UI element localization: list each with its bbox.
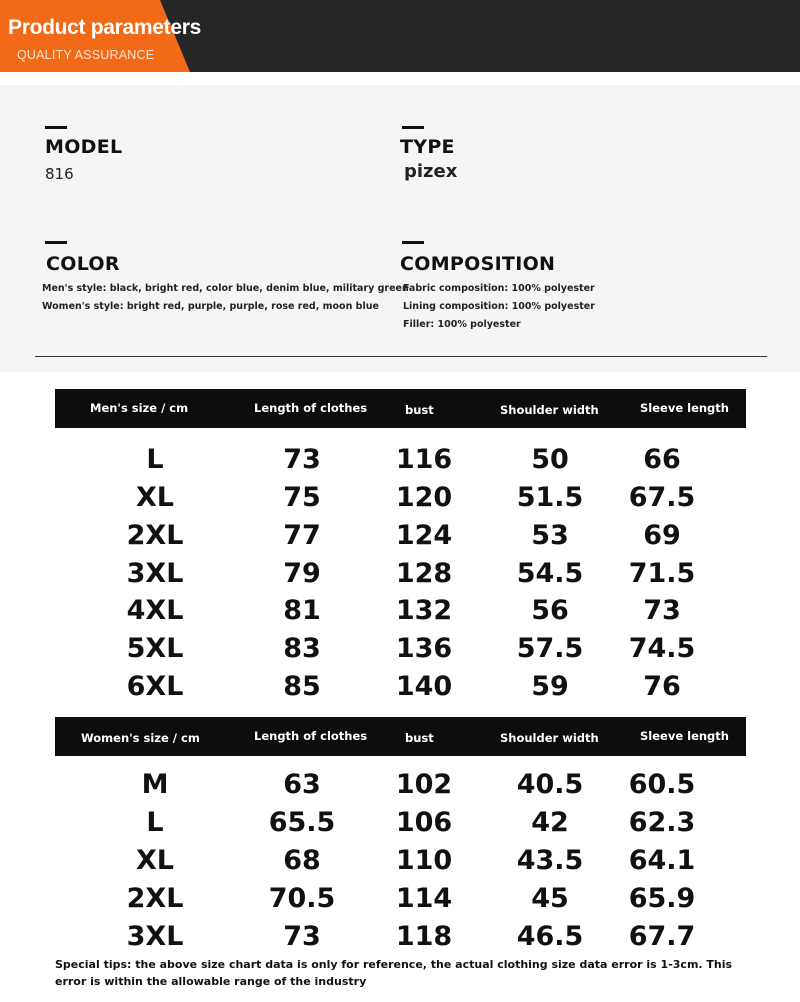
color-mens-line: Men's style: black, bright red, color blue, denim blue, military green	[42, 283, 409, 294]
mens-header-bust: bust	[405, 403, 434, 417]
color-womens-line: Women's style: bright red, purple, purple, rose red, moon blue	[42, 301, 379, 312]
sleeve-cell: 73	[643, 595, 681, 626]
mens-table-row	[0, 517, 800, 555]
sleeve-cell: 65.9	[628, 883, 696, 914]
sleeve-cell: 60.5	[628, 769, 696, 800]
page-subtitle: QUALITY ASSURANCE	[17, 48, 155, 62]
womens-table-row	[0, 804, 800, 842]
length-cell: 85	[283, 671, 321, 702]
bust-cell: 120	[395, 482, 453, 513]
product-info-panel	[0, 85, 800, 372]
bust-cell: 132	[395, 595, 453, 626]
sleeve-cell: 67.5	[628, 482, 696, 513]
womens-header-bust: bust	[405, 731, 434, 745]
size-cell: 6XL	[126, 671, 184, 702]
womens-table-row	[0, 880, 800, 918]
size-cell: 4XL	[126, 595, 184, 626]
size-cell: M	[141, 769, 169, 800]
composition-dash	[402, 241, 424, 244]
mens-table-header	[55, 389, 746, 428]
bust-cell: 106	[395, 807, 453, 838]
bust-cell: 118	[395, 921, 453, 952]
size-cell: 3XL	[126, 921, 184, 952]
mens-table-row	[0, 668, 800, 706]
type-label: TYPE	[400, 136, 455, 158]
sleeve-cell: 67.7	[628, 921, 696, 952]
size-cell: 3XL	[126, 558, 184, 589]
womens-table-header	[55, 717, 746, 756]
bust-cell: 136	[395, 633, 453, 664]
composition-fabric-line: Fabric composition: 100% polyester	[403, 283, 595, 294]
shoulder-cell: 59	[531, 671, 569, 702]
shoulder-cell: 54.5	[516, 558, 584, 589]
size-cell: 5XL	[126, 633, 184, 664]
womens-header-shoulder: Shoulder width	[500, 731, 599, 745]
shoulder-cell: 42	[531, 807, 569, 838]
header-banner	[0, 0, 800, 72]
model-value: 816	[45, 165, 74, 183]
bust-cell: 114	[395, 883, 453, 914]
mens-header-size: Men's size / cm	[90, 401, 189, 415]
womens-table-row	[0, 918, 800, 956]
shoulder-cell: 51.5	[516, 482, 584, 513]
mens-header-length: Length of clothes	[254, 401, 368, 415]
shoulder-cell: 43.5	[516, 845, 584, 876]
womens-header-size: Women's size / cm	[81, 731, 200, 745]
type-dash	[402, 126, 424, 129]
womens-table-row	[0, 766, 800, 804]
length-cell: 77	[283, 520, 321, 551]
model-dash	[45, 126, 67, 129]
length-cell: 63	[283, 769, 321, 800]
sleeve-cell: 64.1	[628, 845, 696, 876]
color-dash	[45, 241, 67, 244]
length-cell: 79	[283, 558, 321, 589]
composition-lining-line: Lining composition: 100% polyester	[403, 301, 595, 312]
sleeve-cell: 71.5	[628, 558, 696, 589]
length-cell: 81	[283, 595, 321, 626]
mens-table-row	[0, 441, 800, 479]
length-cell: 65.5	[268, 807, 336, 838]
womens-table-row	[0, 842, 800, 880]
mens-header-shoulder: Shoulder width	[500, 403, 599, 417]
shoulder-cell: 56	[531, 595, 569, 626]
shoulder-cell: 45	[531, 883, 569, 914]
size-cell: 2XL	[126, 520, 184, 551]
type-value: pizex	[404, 161, 458, 182]
composition-label: COMPOSITION	[400, 253, 556, 275]
mens-table-row	[0, 630, 800, 668]
bust-cell: 128	[395, 558, 453, 589]
page-title: Product parameters	[8, 16, 202, 39]
shoulder-cell: 53	[531, 520, 569, 551]
shoulder-cell: 40.5	[516, 769, 584, 800]
bust-cell: 140	[395, 671, 453, 702]
length-cell: 68	[283, 845, 321, 876]
color-label: COLOR	[46, 253, 120, 275]
special-tips: Special tips: the above size chart data is only for reference, the actual clothing size data error is 1-3cm. This error is within the allowable range of the industry	[55, 958, 733, 988]
size-cell: XL	[135, 482, 175, 513]
size-cell: L	[146, 807, 164, 838]
mens-header-sleeve: Sleeve length	[640, 401, 729, 415]
womens-header-sleeve: Sleeve length	[640, 729, 729, 743]
shoulder-cell: 57.5	[516, 633, 584, 664]
mens-table-row	[0, 592, 800, 630]
womens-header-length: Length of clothes	[254, 729, 368, 743]
length-cell: 73	[283, 444, 321, 475]
bust-cell: 116	[395, 444, 453, 475]
sleeve-cell: 62.3	[628, 807, 696, 838]
sleeve-cell: 69	[643, 520, 681, 551]
length-cell: 70.5	[268, 883, 336, 914]
model-label: MODEL	[45, 136, 123, 158]
length-cell: 75	[283, 482, 321, 513]
bust-cell: 102	[395, 769, 453, 800]
size-cell: L	[146, 444, 164, 475]
sleeve-cell: 74.5	[628, 633, 696, 664]
size-cell: XL	[135, 845, 175, 876]
divider-line	[35, 356, 767, 357]
shoulder-cell: 46.5	[516, 921, 584, 952]
composition-filler-line: Filler: 100% polyester	[403, 319, 521, 330]
length-cell: 83	[283, 633, 321, 664]
length-cell: 73	[283, 921, 321, 952]
sleeve-cell: 66	[643, 444, 681, 475]
size-cell: 2XL	[126, 883, 184, 914]
mens-table-row	[0, 479, 800, 517]
sleeve-cell: 76	[643, 671, 681, 702]
bust-cell: 110	[395, 845, 453, 876]
bust-cell: 124	[395, 520, 453, 551]
shoulder-cell: 50	[531, 444, 569, 475]
mens-table-row	[0, 555, 800, 593]
